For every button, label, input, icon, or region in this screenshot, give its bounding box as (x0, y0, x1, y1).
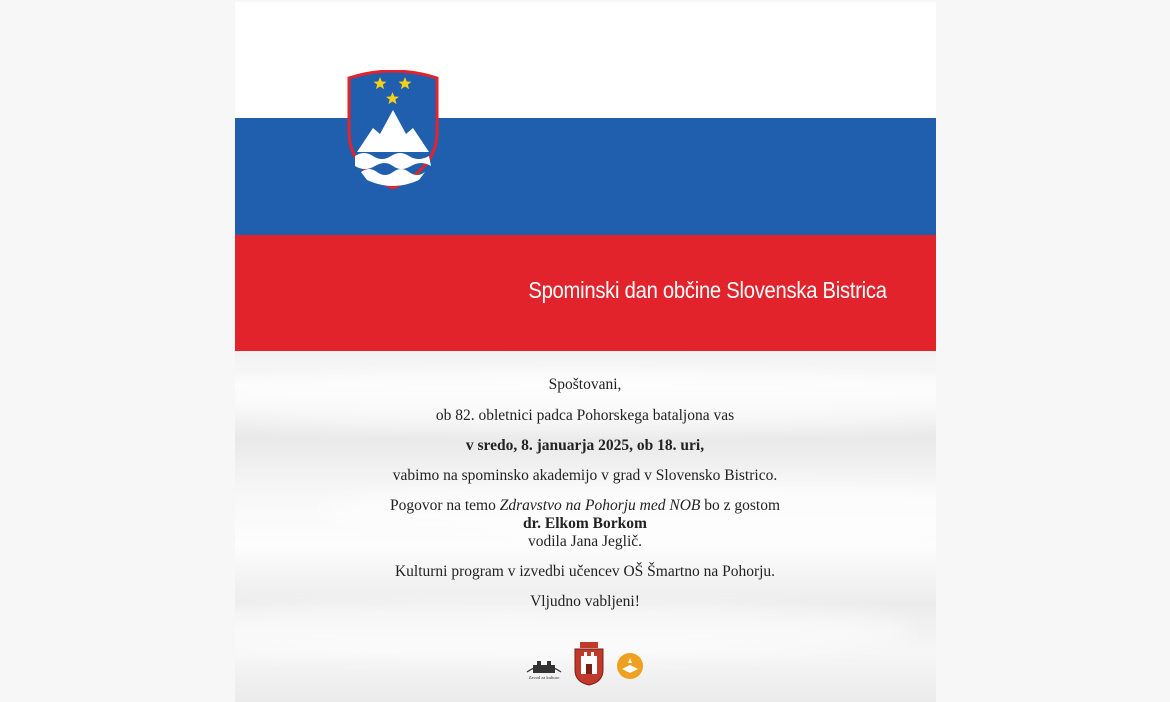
guest-name: dr. Elkom Borkom (523, 515, 647, 532)
logo-caption: Zavod za kulturo (528, 675, 560, 680)
headline: Spominski dan občine Slovenska Bistrica (528, 277, 887, 303)
flag-blue-stripe (235, 118, 936, 235)
invite-line: vabimo na spominsko akademijo v grad v Slovensko Bistrico. (392, 467, 778, 484)
talk-prefix: Pogovor na temo (389, 497, 496, 514)
flag-white-stripe (235, 2, 936, 118)
host-line: vodila Jana Jeglič. (527, 533, 643, 550)
occasion-line: ob 82. obletnici padca Pohorskega bataljona vas (435, 407, 735, 424)
municipal-crest-icon (574, 642, 604, 686)
greeting: Spoštovani, (548, 376, 622, 393)
talk-topic: Zdravstvo na Pohorju med NOB (499, 497, 701, 514)
school-logo-icon (616, 652, 644, 680)
invitation-text (0, 376, 1170, 611)
date-time-line: v sredo, 8. januarja 2025, ob 18. uri, (465, 437, 705, 454)
coat-of-arms-icon (347, 70, 439, 190)
talk-line (0, 497, 1170, 515)
closing-line: Vljudno vabljeni! (530, 593, 640, 610)
partner-logos (235, 640, 936, 686)
culture-line: Kulturni program v izvedbi učencev OŠ Šmartno na Pohorju. (394, 563, 776, 580)
castle-logo-icon (524, 652, 564, 680)
talk-suffix: bo z gostom (704, 497, 781, 514)
